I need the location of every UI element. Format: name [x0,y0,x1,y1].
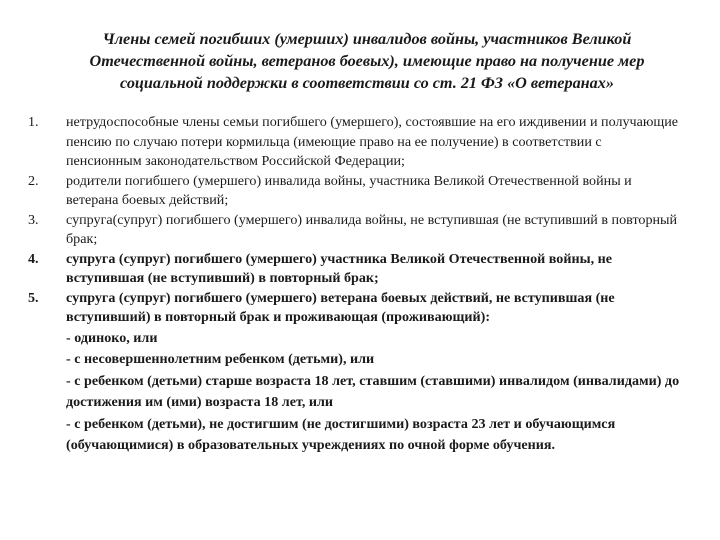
list-item-1 [26,113,680,172]
list-item-number: 4. [28,250,39,267]
list-item-text: супруга(супруг) погибшего (умершего) инвалида войны, не вступившая (не вступивший в повторный брак; [66,211,678,247]
list-item-number: 2. [28,172,39,189]
list-item-5 [26,289,680,328]
sub-item-alone: - одиноко, или [66,329,158,346]
sub-item-disabled-child: - с ребенком (детьми) старше возраста 18 лет, ставшим (ставшими) инвалидом (инвалидами) до достижения им (ими) возраста 18 лет, или [66,372,680,410]
sub-item-student-child: - с ребенком (детьми), не достигшим (не достигшими) возраста 23 лет и обучающимся (обучающимися) в образовательных учреждениях по очной форме обучения. [66,415,616,453]
list-item-4 [26,250,680,289]
list-item-2 [26,172,680,211]
sub-item-minor-child: - с несовершеннолетним ребенком (детьми), или [66,351,375,367]
list-item-number: 3. [28,211,39,228]
slide-title: Члены семей погибших (умерших) инвалидов войны, участников Великой Отечественной войны, ветеранов боевых), имеющие право на получение мер социальной поддержки в соответствии со ст. 21 ФЗ «О ветеранах» [89,30,645,92]
list-item-text: супруга (супруг) погибшего (умершего) участника Великой Отечественной войны, не вступившая (не вступивший) в повторный брак; [66,250,612,286]
eligibility-list [26,113,680,457]
list-item-3 [26,211,680,250]
list-item-number: 5. [28,289,39,306]
list-item-text: нетрудоспособные члены семьи погибшего (умершего), состоявшие на его иждивении и получающие пенсию по случаю потери кормильца (имеющие право на ее получение) в соответствии с пенсионным законодательством Российской Федерации; [66,114,679,169]
list-item-text: родители погибшего (умершего) инвалида войны, участника Великой Отечественной войны и ветерана боевых действий; [66,172,632,208]
list-item-text: супруга (супруг) погибшего (умершего) ветерана боевых действий, не вступившая (не вступивший) в повторный брак и проживающая (проживающий): [66,289,615,325]
list-item-number: 1. [28,114,39,130]
